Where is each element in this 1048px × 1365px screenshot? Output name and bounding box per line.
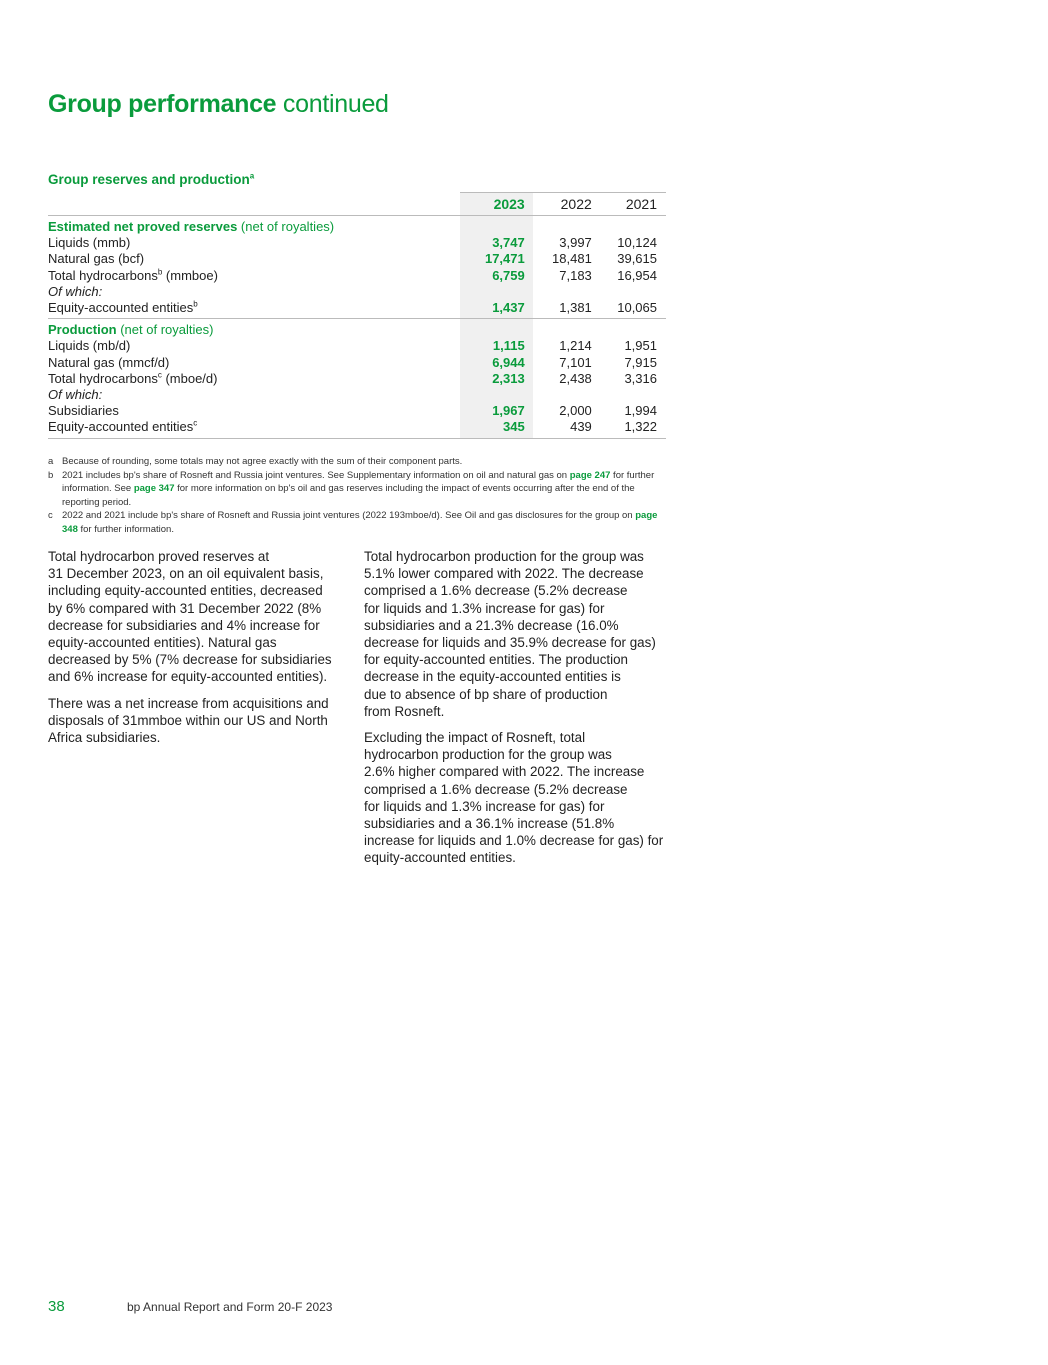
production-section-subtitle: (net of royalties) bbox=[116, 322, 214, 338]
cell-gap bbox=[450, 355, 460, 371]
cell-empty bbox=[533, 216, 600, 236]
cell-empty bbox=[600, 284, 666, 300]
table-row bbox=[48, 355, 666, 371]
body-paragraph: Total hydrocarbon production for the group was 5.1% lower compared with 2022. The decrease comprised a 1.6% decrease (5.2% decrease for liquids and 1.3% increase for gas) for subsidiaries and a 21.3% decrease (16.0% decrease for liquids and 35.9% decrease for gas) for equity-accounted entities. The production decrease in the equity-accounted entities is due to absence of bp share of production from Rosneft. bbox=[364, 549, 656, 719]
table-row bbox=[48, 251, 666, 267]
cell-empty bbox=[460, 319, 533, 339]
page-title-continued: continued bbox=[276, 90, 389, 118]
row-label-cell bbox=[48, 235, 450, 251]
table-header-row bbox=[48, 193, 666, 216]
footnote-text bbox=[62, 455, 462, 469]
page-number: 38 bbox=[48, 1298, 65, 1315]
footnotes bbox=[48, 455, 668, 537]
footnote-text bbox=[62, 509, 668, 536]
cell-2021: 7,915 bbox=[624, 354, 657, 370]
cell-gap bbox=[450, 403, 460, 419]
cell-gap bbox=[450, 235, 460, 251]
cell-2023: 6,759 bbox=[460, 268, 533, 284]
cell-2021: 10,124 bbox=[617, 235, 657, 251]
body-column-right bbox=[364, 548, 664, 876]
table-row bbox=[48, 268, 666, 284]
footnote-a bbox=[48, 455, 668, 469]
page-reference-link[interactable]: page 247 bbox=[569, 469, 611, 481]
cell-gap bbox=[450, 319, 460, 339]
row-label: Subsidiaries bbox=[48, 403, 119, 419]
column-header-2023: 2023 bbox=[460, 193, 533, 216]
table-row bbox=[48, 235, 666, 251]
page-title bbox=[48, 90, 389, 119]
cell-empty bbox=[533, 387, 600, 403]
row-label-cell bbox=[48, 300, 450, 319]
of-which-row bbox=[48, 284, 666, 300]
row-label: Equity-accounted entities bbox=[48, 300, 194, 316]
row-label: Natural gas (bcf) bbox=[48, 251, 145, 267]
page-reference-link[interactable]: page 347 bbox=[133, 483, 175, 495]
of-which-row bbox=[48, 387, 666, 403]
row-label-cell bbox=[48, 419, 450, 438]
table-row bbox=[48, 300, 666, 319]
row-label-cell bbox=[48, 371, 450, 387]
cell-2021: 1,951 bbox=[624, 338, 657, 354]
cell-gap bbox=[450, 216, 460, 236]
cell-2022: 18,481 bbox=[552, 251, 592, 267]
page-reference-link[interactable]: page 348 bbox=[62, 510, 658, 535]
cell-gap bbox=[450, 387, 460, 403]
cell-gap bbox=[450, 251, 460, 267]
cell-2023: 345 bbox=[460, 419, 533, 438]
footnote-text-part: 2022 and 2021 include bp's share of Rosneft and Russia joint ventures (2022 193mboe/d). See Oil and gas disclosures for the group on bbox=[62, 510, 636, 522]
header-spacer bbox=[48, 193, 450, 216]
cell-2023: 17,471 bbox=[460, 251, 533, 267]
table-row bbox=[48, 403, 666, 419]
of-which-label: Of which: bbox=[48, 387, 103, 403]
production-section-title-cell bbox=[48, 319, 450, 339]
reserves-production-table bbox=[48, 192, 666, 439]
table-row bbox=[48, 419, 666, 438]
row-label: Total hydrocarbons bbox=[48, 370, 158, 386]
cell-gap bbox=[450, 300, 460, 319]
cell-2022: 2,000 bbox=[559, 403, 592, 419]
row-label: Equity-accounted entities bbox=[48, 419, 194, 435]
row-label-cell bbox=[48, 403, 450, 419]
cell-empty bbox=[460, 387, 533, 403]
cell-2023: 1,437 bbox=[460, 300, 533, 319]
reserves-section-title-cell bbox=[48, 216, 450, 236]
cell-2022: 7,101 bbox=[559, 354, 592, 370]
footer-text: bp Annual Report and Form 20-F 2023 bbox=[127, 1300, 333, 1314]
cell-gap bbox=[450, 284, 460, 300]
cell-2022: 439 bbox=[533, 419, 600, 438]
footnote-mark: c bbox=[48, 510, 53, 522]
production-section-header bbox=[48, 319, 666, 339]
row-label: Natural gas (mmcf/d) bbox=[48, 354, 170, 370]
body-paragraph: Total hydrocarbon proved reserves at 31 December 2023, on an oil equivalent basis, including equity-accounted entities, decreased by 6% compared with 31 December 2022 (8% decrease for subsidiaries and 4% increase for equity-accounted entities). Natural gas decreased by 5% (7% decrease for subsidiaries and 6% increase for equity-accounted entities). bbox=[48, 549, 332, 685]
footnote-c bbox=[48, 509, 668, 536]
cell-empty bbox=[460, 284, 533, 300]
cell-empty bbox=[533, 284, 600, 300]
cell-2021: 16,954 bbox=[617, 267, 657, 283]
cell-2022: 1,214 bbox=[559, 338, 592, 354]
row-label-cell bbox=[48, 338, 450, 354]
footnote-mark: b bbox=[48, 469, 54, 481]
row-label: Total hydrocarbons bbox=[48, 267, 158, 283]
body-paragraph: Excluding the impact of Rosneft, total hydrocarbon production for the group was 2.6% higher compared with 2022. The increase comprised a 1.6% decrease (5.2% decrease for liquids and 1.3% increase for gas) for subsidiaries and a 36.1% increase (51.8% increase for liquids and 1.0% decrease for gas) for equity-accounted entities. bbox=[364, 730, 664, 866]
footnote-text-part: for further information. bbox=[77, 523, 174, 535]
footnote-text-part: for further information. See bbox=[62, 469, 655, 495]
reserves-section-header bbox=[48, 216, 666, 236]
cell-empty bbox=[600, 216, 666, 236]
body-column-left bbox=[48, 548, 340, 755]
cell-2021: 10,065 bbox=[600, 300, 666, 319]
header-gap bbox=[450, 193, 460, 216]
row-label-unit: (mboe/d) bbox=[161, 370, 218, 386]
row-footnote-mark: c bbox=[157, 370, 162, 380]
footnote-b bbox=[48, 469, 668, 510]
footnote-text-part: for more information on bp's oil and gas reserves including the impact of events occurring after the end of the reporting period. bbox=[62, 483, 635, 508]
row-label-unit: (mmboe) bbox=[162, 267, 218, 283]
cell-empty bbox=[600, 319, 666, 339]
cell-2023: 6,944 bbox=[460, 355, 533, 371]
footnote-text-part: Because of rounding, some totals may not agree exactly with the sum of their component parts. bbox=[62, 456, 463, 467]
cell-2023: 1,967 bbox=[460, 403, 533, 419]
row-label-cell bbox=[48, 268, 450, 284]
cell-2023: 3,747 bbox=[460, 235, 533, 251]
table-title-footnote-mark: a bbox=[249, 171, 255, 181]
cell-2022: 7,183 bbox=[559, 267, 592, 283]
table-row bbox=[48, 338, 666, 354]
cell-2023: 2,313 bbox=[460, 371, 533, 387]
cell-2021: 39,615 bbox=[617, 251, 657, 267]
cell-empty bbox=[533, 319, 600, 339]
production-section-title: Production bbox=[48, 322, 117, 338]
column-header-2022: 2022 bbox=[533, 193, 600, 216]
cell-empty bbox=[600, 387, 666, 403]
row-footnote-mark: b bbox=[157, 267, 163, 277]
row-footnote-mark: b bbox=[193, 299, 198, 309]
row-label: Liquids (mmb) bbox=[48, 235, 131, 251]
cell-empty bbox=[460, 216, 533, 236]
cell-2022: 2,438 bbox=[559, 370, 592, 386]
cell-2021: 1,322 bbox=[600, 419, 666, 438]
table-row bbox=[48, 371, 666, 387]
reserves-section-subtitle: (net of royalties) bbox=[237, 219, 335, 234]
cell-2021: 1,994 bbox=[624, 403, 657, 419]
footnote-text bbox=[62, 469, 668, 510]
reserves-section-title: Estimated net proved reserves bbox=[48, 219, 238, 234]
row-footnote-mark: c bbox=[193, 419, 198, 429]
of-which-label: Of which: bbox=[48, 283, 103, 299]
body-paragraph: There was a net increase from acquisitions and disposals of 31mmboe within our US and North Africa subsidiaries. bbox=[48, 695, 329, 746]
cell-2022: 3,997 bbox=[559, 235, 592, 251]
cell-gap bbox=[450, 419, 460, 438]
cell-2023: 1,115 bbox=[460, 338, 533, 354]
cell-gap bbox=[450, 371, 460, 387]
row-label-cell bbox=[48, 355, 450, 371]
cell-gap bbox=[450, 268, 460, 284]
cell-2021: 3,316 bbox=[624, 370, 657, 386]
page-title-bold: Group performance bbox=[48, 90, 277, 118]
cell-2022: 1,381 bbox=[533, 300, 600, 319]
footnote-text-part: 2021 includes bp's share of Rosneft and Russia joint ventures. See Supplementary information on oil and natural gas on bbox=[62, 469, 570, 481]
table-title bbox=[48, 172, 254, 187]
table-title-text: Group reserves and production bbox=[48, 172, 250, 187]
row-label: Liquids (mb/d) bbox=[48, 338, 131, 354]
row-label-cell bbox=[48, 251, 450, 267]
column-header-2021: 2021 bbox=[600, 193, 666, 216]
cell-gap bbox=[450, 338, 460, 354]
footnote-mark: a bbox=[48, 456, 54, 467]
